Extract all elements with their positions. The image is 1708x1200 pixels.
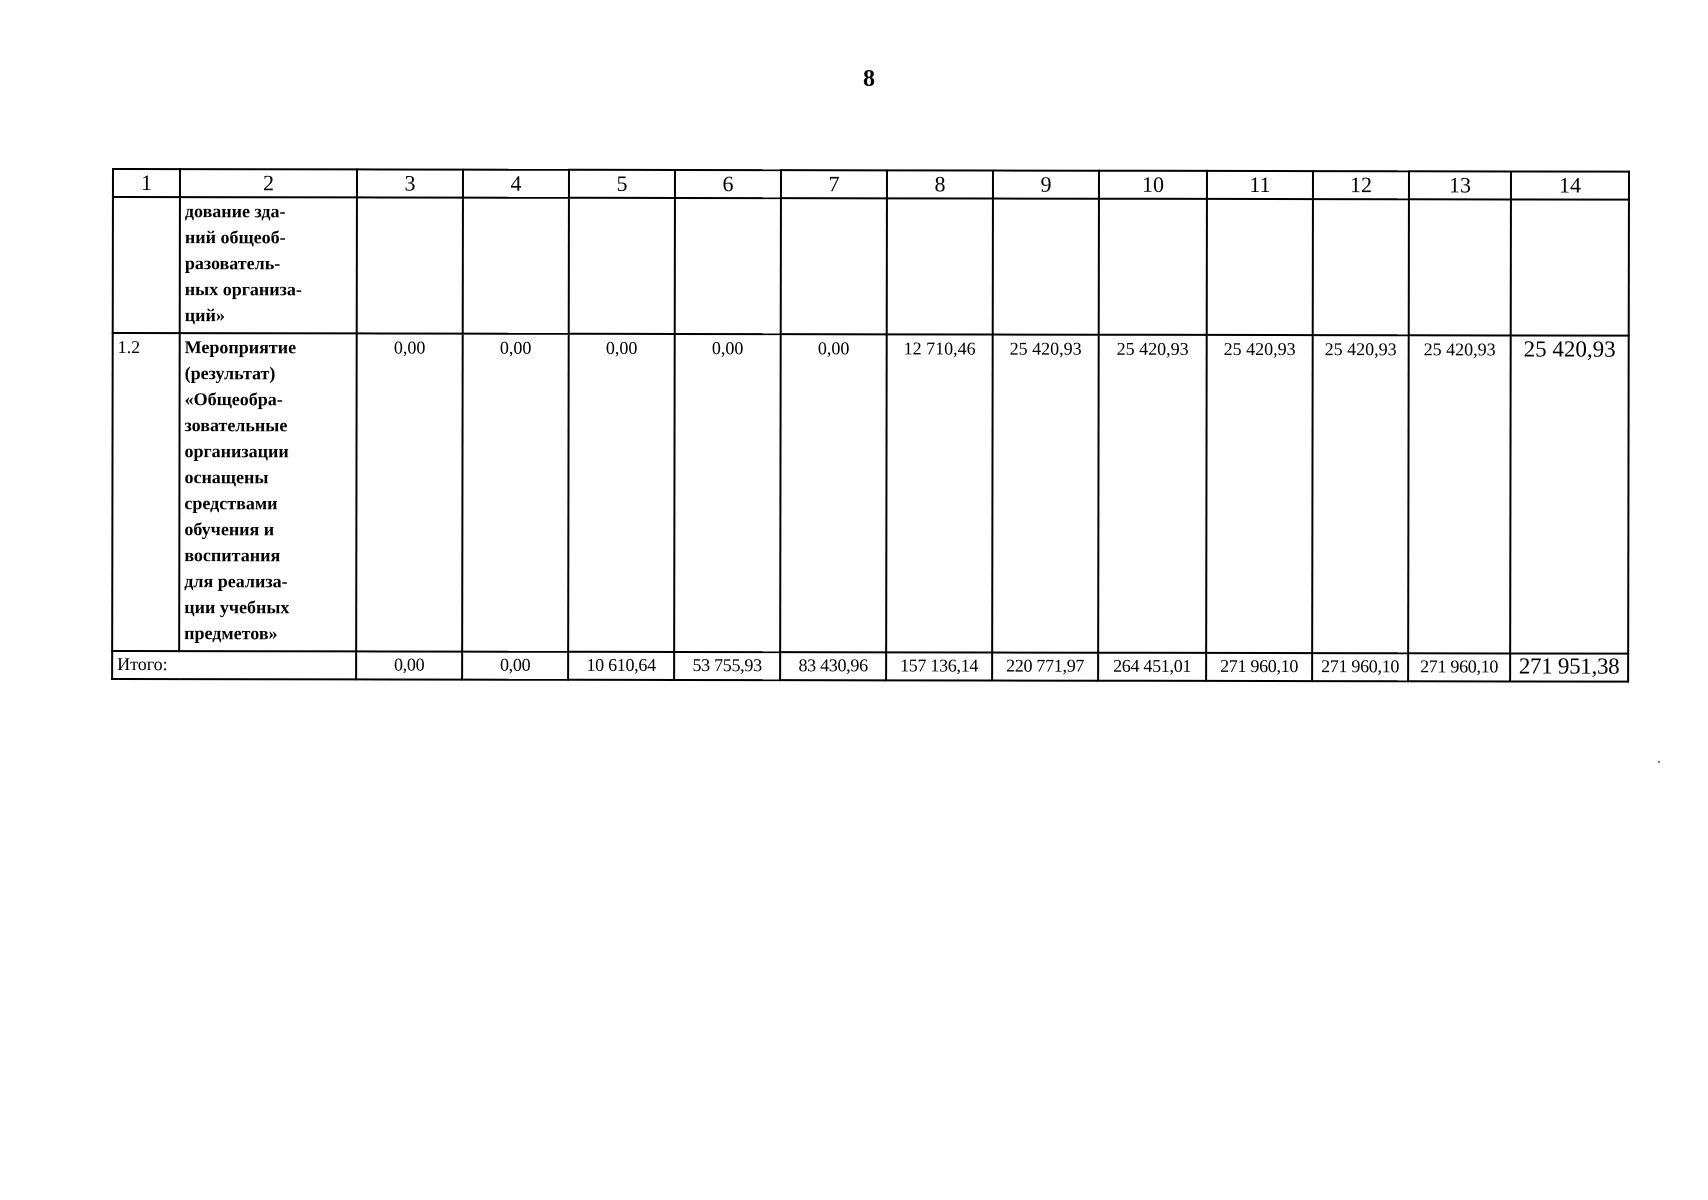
total-cell: 271 960,10 [1312, 653, 1408, 681]
value-cell: 25 420,93 [1206, 335, 1313, 653]
header-cell: 2 [180, 169, 357, 197]
total-cell: 0,00 [356, 651, 462, 679]
empty-cell [993, 199, 1099, 335]
empty-cell [1099, 199, 1207, 335]
row-index [113, 197, 180, 333]
value-cell: 25 420,93 [1312, 335, 1409, 653]
value-cell: 25 420,93 [1510, 335, 1629, 653]
empty-cell [675, 198, 781, 334]
value-cell: 12 710,46 [886, 334, 993, 652]
total-row [112, 651, 1628, 682]
value-cell: 0,00 [462, 334, 569, 652]
header-cell: 12 [1313, 171, 1409, 199]
empty-cell [1207, 199, 1313, 335]
value-cell: 0,00 [568, 334, 675, 652]
header-cell: 3 [357, 169, 463, 197]
budget-table [111, 168, 1630, 683]
header-cell: 5 [569, 170, 675, 198]
value-cell: 25 420,93 [992, 335, 1099, 653]
row-index: 1.2 [112, 333, 180, 651]
row-description: Мероприятие (результат) «Общеобра- зовательные организации оснащены средствами обучения и воспитания для реализа- ции учебных предметов» [179, 333, 357, 651]
value-cell: 0,00 [674, 334, 781, 652]
value-cell: 0,00 [780, 334, 887, 652]
continuation-row [113, 197, 1629, 336]
item-row-1-2 [112, 333, 1629, 654]
total-cell: 271 951,38 [1510, 653, 1628, 681]
row-description: дование зда- ний общеоб- разователь- ных организа- ций» [180, 197, 357, 333]
value-cell: 25 420,93 [1408, 335, 1511, 653]
header-cell: 4 [463, 170, 569, 198]
empty-cell [887, 198, 993, 334]
scan-speck [1658, 761, 1660, 763]
total-cell: 157 136,14 [886, 652, 992, 680]
header-row [113, 169, 1629, 200]
header-cell: 9 [993, 171, 1099, 199]
total-cell: 271 960,10 [1408, 653, 1510, 681]
header-cell: 7 [781, 170, 887, 198]
total-cell: 53 755,93 [674, 652, 780, 680]
header-cell: 13 [1409, 171, 1511, 199]
empty-cell [1511, 199, 1629, 335]
header-cell: 8 [887, 170, 993, 198]
total-cell: 10 610,64 [568, 652, 674, 680]
total-cell: 271 960,10 [1206, 653, 1312, 681]
value-cell: 25 420,93 [1098, 335, 1207, 653]
empty-cell [781, 198, 887, 334]
header-cell: 6 [675, 170, 781, 198]
empty-cell [357, 197, 463, 333]
page-number: 8 [863, 66, 875, 92]
empty-cell [1409, 199, 1511, 335]
total-cell: 264 451,01 [1098, 653, 1206, 681]
empty-cell [463, 198, 569, 334]
value-cell: 0,00 [356, 333, 463, 651]
header-cell: 11 [1207, 171, 1313, 199]
header-cell: 1 [113, 169, 180, 197]
empty-cell [1313, 199, 1409, 335]
empty-cell [569, 198, 675, 334]
total-cell: 0,00 [462, 652, 568, 680]
total-cell: 220 771,97 [992, 653, 1098, 681]
total-label: Итого: [112, 651, 356, 679]
header-cell: 10 [1099, 171, 1207, 199]
total-cell: 83 430,96 [780, 652, 886, 680]
header-cell: 14 [1511, 171, 1629, 199]
